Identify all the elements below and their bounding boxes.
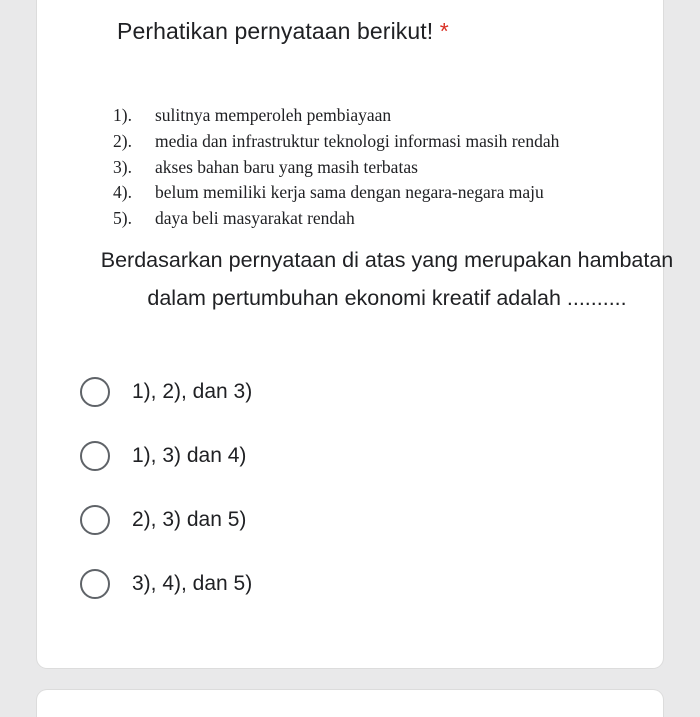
statement-number: 4). (113, 182, 132, 203)
statement-number: 1). (113, 105, 132, 125)
radio-button-icon[interactable] (80, 505, 110, 535)
statement-item (113, 155, 663, 181)
answer-option-3[interactable] (80, 498, 480, 562)
answer-option-4[interactable] (80, 562, 480, 626)
statement-text: belum memiliki kerja sama dengan negara-negara maju (155, 182, 544, 203)
radio-button-icon[interactable] (80, 569, 110, 599)
option-label[interactable]: 1), 2), dan 3) (132, 380, 253, 403)
statement-number: 2). (113, 130, 132, 151)
answer-option-1[interactable] (80, 370, 480, 434)
question-title (117, 18, 449, 45)
question-prompt: Berdasarkan pernyataan di atas yang merupakan hambatan dalam pertumbuhan ekonomi kreatif adalah .......... (100, 248, 674, 310)
statement-list (113, 103, 663, 232)
statement-text: sulitnya memperoleh pembiayaan (155, 105, 392, 125)
statement-number: 5). (113, 208, 132, 229)
statement-text: media dan infrastruktur teknologi informasi masih rendah (155, 130, 560, 151)
option-label[interactable]: 1), 3) dan 4) (132, 444, 247, 467)
answer-option-2[interactable] (80, 434, 480, 498)
radio-button-icon[interactable] (80, 377, 110, 407)
statement-item (113, 206, 663, 232)
statement-item (113, 180, 663, 206)
statement-number: 3). (113, 156, 132, 177)
option-label[interactable]: 2), 3) dan 5) (132, 508, 247, 531)
question-title-text: Perhatikan pernyataan berikut! (117, 18, 434, 44)
statement-text: akses bahan baru yang masih terbatas (155, 156, 418, 177)
radio-button-icon[interactable] (80, 441, 110, 471)
statement-item (113, 103, 663, 129)
option-label[interactable]: 3), 4), dan 5) (132, 572, 253, 595)
required-asterisk: * (439, 18, 449, 44)
answer-options (80, 370, 480, 626)
statement-item (113, 129, 663, 155)
statement-text: daya beli masyarakat rendah (155, 208, 355, 229)
next-question-card (37, 690, 663, 717)
